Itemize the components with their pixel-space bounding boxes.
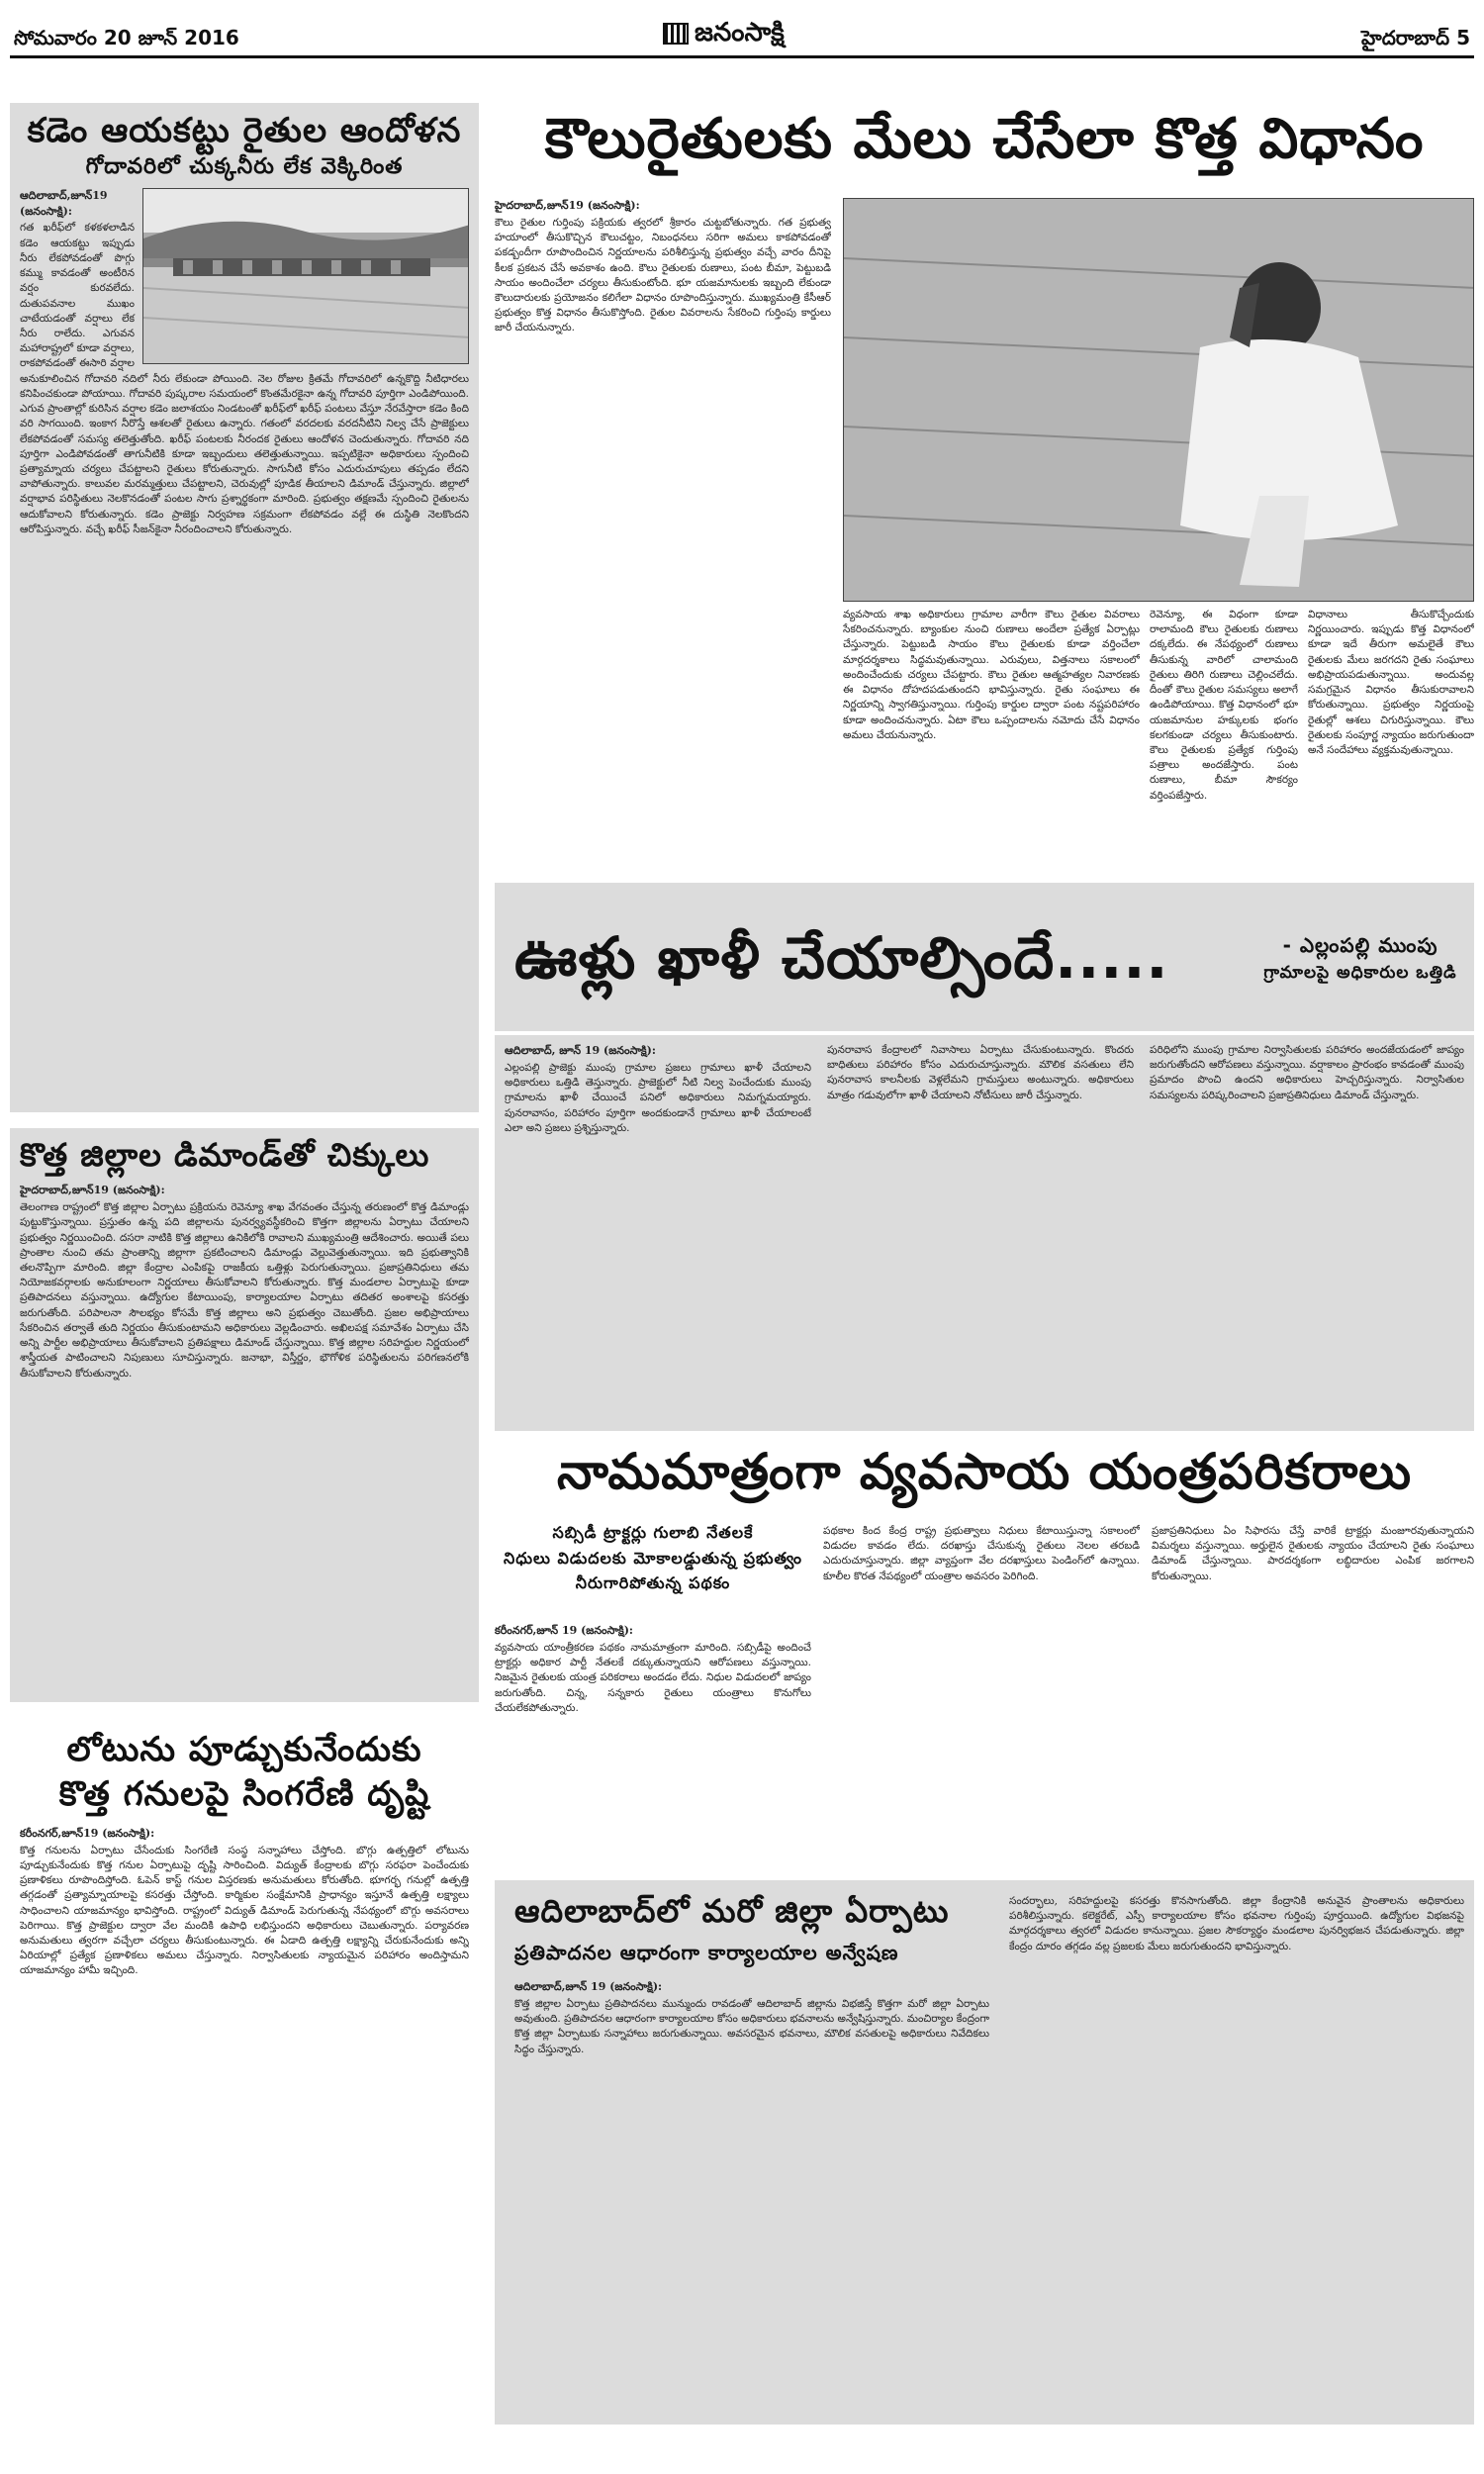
villages-note-1: - ఎల్లంపల్లి ముంపు <box>1282 933 1438 957</box>
masthead-title: జనంసాక్షి <box>695 18 785 48</box>
new-districts-text: తెలంగాణ రాష్ట్రంలో కొత్త జిల్లాల ఏర్పాటు ప్రక్రియను రెవెన్యూ శాఖ వేగవంతం చేస్తున్న తరుణంలో కొత్త డిమాండ్లు పుట్టుకొస్తున్నాయి. ప్రస్తుతం ఉన్న పది జిల్లాలను పునర్వ్యవస్థీకరించి కొత్తగా జిల్లాలను ఏర్పాటు చేయాలని ప్రభుత్వం నిర్ణయించింది. దసరా నాటికి కొత్త జిల్లాలు ఉనికిలోకి రావాలని ముఖ్యమంత్రి ఆదేశించారు. అయితే పలు ప్రాంతాల నుంచి తమ ప్రాంతాన్ని జిల్లాగా ప్రకటించాలని డిమాండ్లు వెల్లువెత్తుతున్నాయి. ఇది ప్రభుత్వానికి తలనొప్పిగా మారింది. జిల్లా కేంద్రాల ఎంపికపై రాజకీయ ఒత్తిళ్లు పెరుగుతున్నాయి. ప్రజాప్రతినిధులు తమ నియోజకవర్గాలకు అనుకూలంగా నిర్ణయాలు తీసుకోవాలని కోరుతున్నారు. కొత్త మండలాల ఏర్పాటుపై కూడా ప్రతిపాదనలు వస్తున్నాయి. ఉద్యోగుల కేటాయింపు, కార్యాలయాల ఏర్పాటు తదితర అంశాలపై కసరత్తు జరుగుతోంది. పరిపాలనా సౌలభ్యం కోసమే కొత్త జిల్లాలు అని ప్రభుత్వం చెబుతోంది. ప్రజల అభిప్రాయాలు సేకరించిన తర్వాతే తుది నిర్ణయం తీసుకుంటామని అధికారులు వెల్లడించారు. అఖిలపక్ష సమావేశం ఏర్పాటు చేసి అన్ని పార్టీల అభిప్రాయాలు తీసుకోవాలని ప్రతిపక్షాలు డిమాండ్ చేస్తున్నాయి. కొత్త జిల్లాల సరిహద్దుల నిర్ణయంలో శాస్త్రీయత పాటించాలని నిపుణులు సూచిస్తున్నారు. జనాభా, విస్తీర్ణం, భౌగోళిక పరిస్థితులను పరిగణనలోకి తీసుకోవాలని కోరుతున్నారు. <box>20 1201 469 1380</box>
singareni-dateline: కరీంనగర్,జూన్19 (జనంసాక్షి): <box>20 1826 155 1840</box>
kadem-photo <box>142 188 469 364</box>
tenant-col4: విధానాలు తీసుకొచ్చేందుకు నిర్ణయించారు. ఇప్పుడు కొత్త విధానంలో కూడా ఇదే తీరుగా అమలైతే కౌలు రైతులకు మేలు జరగదని రైతు సంఘాలు అభిప్రాయపడుతున్నాయి. అందువల్ల సమగ్రమైన విధానం తీసుకురావాలని కోరుతున్నాయి. ప్రభుత్వం నిర్ణయంపై రైతుల్లో ఆశలు చిగురిస్తున్నాయి. కౌలు రైతులకు సంపూర్ణ న్యాయం జరుగుతుందా అనే సందేహాలు వ్యక్తమవుతున్నాయి. <box>1308 609 1474 756</box>
villages-headline: ఊళ్లు ఖాళీ చేయాల్సిందే..... <box>514 924 1169 992</box>
kadem-text: గత ఖరీఫ్‌లో కళకళలాడిన కడెం ఆయకట్టు ఇప్పుడు నీరు లేకపోవడంతో పొగ్గు కమ్ము కావడంతో అంటీరిన వర్షం కురవలేదు. దుతుపవనాల ముఖం చాటేయడంతో వర్షాలు లేక నీరు రాలేదు. ఎగువన మహారాష్ట్రలో కూడా వర్షాలు, రాకపోవడంతో ఈసారి వర్షాల అనుకూలించిన గోదావరి నదిలో నీరు లేకుండా పోయింది. నెల రోజుల క్రితమే గోదావరిలో ఉన్నకొద్ది నీటిధారలు కనిపించకుండా పోయాయి. గోదావరి పుష్కరాల సమయంలో కొంతమేరకైనా ఉన్న గోదావరి పూర్తిగా ఎండిపోయింది. ఎగువ ప్రాంతాల్లో కురిసిన వర్షాల కడెం జలాశయం నిండటంతో ఖరీఫ్‌లో ఖరీఫ్ పంటలు వేస్తూ నేరవేస్తారా కడెం కింది వరి సాగయింది. ఇంకాగ నీరొస్తే ఆశలతో రైతులు ఉన్నారు. గతంలో వరదలకు వరదనీటిని నిల్వ చేసే ప్రాజెక్టులు లేకపోవడంతో సమస్య తలెత్తుతోంది. ఖరీఫ్ పంటలకు నీరందక రైతులు ఆందోళన చెందుతున్నారు. గోదావరి నది పూర్తిగా ఎండిపోవడంతో తాగునీటికి కూడా ఇబ్బందులు తలెత్తుతున్నాయి. ఇప్పటికైనా అధికారులు స్పందించి ప్రత్యామ్నాయ చర్యలు చేపట్టాలని రైతులు కోరుతున్నారు. సాగునీటి కోసం ఎదురుచూపులు తప్పడం లేదని వాపోతున్నారు. కాలువల మరమ్మత్తులు చేపట్టాలని, చెరువుల్లో పూడిక తీయాలని డిమాండ్ చేస్తున్నారు. జిల్లాలో వర్షాభావ పరిస్థితులు నెలకొనడంతో పంటల సాగు ప్రశ్నార్థకంగా మారింది. ప్రభుత్వం తక్షణమే స్పందించి రైతులను ఆదుకోవాలని కోరుతున్నారు. కడెం ప్రాజెక్టు నిర్వహణ సక్రమంగా లేకపోవడం వల్లే ఈ దుస్థితి నెలకొందని ఆరోపిస్తున్నారు. వచ్చే ఖరీఫ్ సీజన్‌కైనా నీరందించాలని కోరుతున్నారు. <box>20 222 469 535</box>
kadem-article <box>10 103 479 1112</box>
tools-col1-text: వ్యవసాయ యాంత్రీకరణ పథకం నామమాత్రంగా మారింది. సబ్సిడీపై అందించే ట్రాక్టర్లు అధికార పార్టీ నేతలకే దక్కుతున్నాయని ఆరోపణలు వస్తున్నాయి. నిజమైన రైతులకు యంత్ర పరికరాలు అందడం లేదు. నిధుల విడుదలలో జాప్యం జరుగుతోంది. చిన్న, సన్నకారు రైతులు యంత్రాలు కొనుగోలు చేయలేకపోతున్నారు. <box>495 1641 811 1714</box>
singareni-headline-1: లోటును పూడ్చుకునేందుకు <box>66 1730 422 1769</box>
villages-col1 <box>505 1043 811 1423</box>
villages-col3: పరిధిలోని ముంపు గ్రామాల నిర్వాసితులకు పరిహారం అందజేయడంలో జాప్యం జరుగుతోందని ఆరోపణలు వస్తున్నాయి. వర్షాకాలం ప్రారంభం కావడంతో ముంపు ప్రమాదం పొంచి ఉందని అధికారులు హెచ్చరిస్తున్నారు. నిర్వాసితుల సమస్యలను పరిష్కరించాలని ప్రజాప్రతినిధులు డిమాండ్ చేస్తున్నారు. <box>1150 1044 1464 1101</box>
kadem-subhead: గోదావరిలో చుక్కనీరు లేక వెక్కిరింత <box>85 154 404 180</box>
new-districts-dateline: హైదరాబాద్,జూన్19 (జనంసాక్షి): <box>20 1184 165 1197</box>
masthead-logo-icon <box>663 23 689 45</box>
kadem-body <box>20 188 469 1108</box>
villages-article <box>495 1035 1474 1431</box>
villages-dateline: ఆదిలాబాద్, జూన్ 19 (జనంసాక్షి): <box>505 1044 656 1057</box>
singareni-text: కొత్త గనులను ఏర్పాటు చేసేందుకు సింగరేణి సంస్థ సన్నాహాలు చేస్తోంది. బొగ్గు ఉత్పత్తిలో లోటును పూడ్చుకునేందుకు కొత్త గనుల ఏర్పాటుపై దృష్టి సారించింది. విద్యుత్ కేంద్రాలకు బొగ్గు సరఫరా పెంచేందుకు ప్రణాళికలు రూపొందిస్తోంది. ఓపెన్ కాస్ట్ గనుల విస్తరణకు అనుమతులు కోరుతోంది. భూగర్భ గనుల్లో ఉత్పత్తి తగ్గడంతో ప్రత్యామ్నాయాలపై కసరత్తు చేస్తోంది. కార్మికుల సంక్షేమానికి ప్రాధాన్యం ఇస్తూనే ఉత్పత్తి లక్ష్యాలు సాధించాలని యాజమాన్యం భావిస్తోంది. రాష్ట్రంలో విద్యుత్ డిమాండ్ పెరుగుతున్న నేపథ్యంలో బొగ్గు అవసరాలు పెరిగాయి. కొత్త ప్రాజెక్టుల ద్వారా వేల మందికి ఉపాధి లభిస్తుందని అధికారులు చెబుతున్నారు. పర్యావరణ అనుమతులు త్వరగా వచ్చేలా చర్యలు తీసుకుంటున్నారు. ఈ ఏడాది ఉత్పత్తి లక్ష్యాన్ని చేరుకునేందుకు అన్ని ఏరియాల్లో ప్రత్యేక ప్రణాళికలు అమలు చేస్తున్నారు. నిర్వాసితులకు న్యాయమైన పరిహారం అందిస్తామని యాజమాన్యం హామీ ఇచ్చింది. <box>20 1844 469 1977</box>
adilabad-article <box>495 1880 1474 2425</box>
tools-deck-3: నీరుగారిపోతున్న పథకం <box>575 1573 731 1593</box>
tools-col1 <box>495 1623 811 1870</box>
tools-col2: పథకాల కింద కేంద్ర రాష్ట్ర ప్రభుత్వాలు నిధులు కేటాయిస్తున్నా సకాలంలో విడుదల కావడం లేదు. దరఖాస్తు చేసుకున్న రైతులు నెలల తరబడి ఎదురుచూస్తున్నారు. జిల్లా వ్యాప్తంగా వేల దరఖాస్తులు పెండింగ్‌లో ఉన్నాయి. కూలీల కొరత నేపథ్యంలో యంత్రాల అవసరం పెరిగింది. <box>823 1525 1140 1582</box>
villages-col1-text: ఎల్లంపల్లి ప్రాజెక్టు ముంపు గ్రామాల ప్రజలు గ్రామాలు ఖాళీ చేయాలని అధికారులు ఒత్తిడి తెస్తున్నారు. ప్రాజెక్టులో నీటి నిల్వ పెంచేందుకు ముంపు గ్రామాలను ఖాళీ చేయించే పనిలో అధికారులు నిమగ్నమయ్యారు. పునరావాసం, పరిహారం పూర్తిగా అందకుండానే గ్రామాలు ఖాళీ చేయాలంటే ఎలా అని ప్రజలు ప్రశ్నిస్తున్నారు. <box>505 1061 811 1134</box>
new-districts-body <box>20 1183 469 1677</box>
adilabad-headline: ఆదిలాబాద్‌లో మరో జిల్లా ఏర్పాటు <box>514 1892 950 1930</box>
issue-date: సోమవారం 20 జూన్ 2016 <box>14 26 239 49</box>
singareni-body <box>20 1826 469 2400</box>
tenant-col1-text: కౌలు రైతుల గుర్తింపు పక్రియకు త్వరలో శ్రీకారం చుట్టబోతున్నారు. గత ప్రభుత్వ హయాంలో తీసుకొచ్చిన కౌలుచట్టం, నిబంధనలు సరిగా అమలు కాకపోవడంతో పకడ్బందీగా రూపొందించిన నిర్ణయాలను పరిశీలిస్తున్న ప్రభుత్వం వచ్చే వారం దీనిపై కీలక ప్రకటన చేసే అవకాశం ఉంది. కౌలు రైతులకు రుణాలు, పంట బీమా, పెట్టుబడి సాయం అందించేలా చర్యలు తీసుకుంటోంది. భూ యజమానులకు ఇబ్బంది లేకుండా కౌలుదారులకు ప్రయోజనం కలిగేలా విధానం రూపొందిస్తున్నారు. ముఖ్యమంత్రి కేసీఆర్ ప్రభుత్వం కొత్త విధానం తీసుకొస్తోంది. రైతుల వివరాలను సేకరించి గుర్తింపు కార్డులు జారీ చేయనున్నారు. <box>495 216 831 334</box>
kadem-headline: కడెం ఆయకట్టు రైతుల ఆందోళన <box>27 111 462 150</box>
tenant-col2: వ్యవసాయ శాఖ అధికారులు గ్రామాల వారీగా కౌలు రైతుల వివరాలు సేకరించనున్నారు. బ్యాంకుల నుంచి రుణాలు అందేలా ప్రత్యేక ఏర్పాట్లు చేస్తున్నారు. పెట్టుబడి సాయం కౌలు రైతులకు కూడా వర్తించేలా మార్గదర్శకాలు సిద్ధమవుతున్నాయి. ఎరువులు, విత్తనాలు సకాలంలో అందించేందుకు చర్యలు చేపట్టారు. కౌలు రైతుల ఆత్మహత్యల నివారణకు ఈ విధానం దోహదపడుతుందని భావిస్తున్నారు. రైతు సంఘాలు ఈ నిర్ణయాన్ని స్వాగతిస్తున్నాయి. గుర్తింపు కార్డుల ద్వారా పంట నష్టపరిహారం కూడా అందించనున్నారు. ఏటా కౌలు ఒప్పందాలను నమోదు చేసే విధానం అమలు చేయనున్నారు. <box>843 609 1140 741</box>
adilabad-col1-text: కొత్త జిల్లాల ఏర్పాటు ప్రతిపాదనలు మున్ముందు రావడంతో ఆదిలాబాద్ జిల్లాను విభజిస్తే కొత్తగా మరో జిల్లా ఏర్పాటు అవుతుంది. ప్రతిపాదనల ఆధారంగా కార్యాలయాల కోసం అధికారులు భవనాలను అన్వేషిస్తున్నారు. మంచిర్యాల కేంద్రంగా కొత్త జిల్లా ఏర్పాటుకు సన్నాహాలు జరుగుతున్నాయి. అవసరమైన భవనాలు, మౌలిక వసతులపై అధికారులు నివేదికలు సిద్ధం చేస్తున్నారు. <box>514 1997 989 2055</box>
tenant-col3: రెవెన్యూ, ఈ విధంగా కూడా రాలామంది కౌలు రైతులకు రుణాలు దక్కలేదు. ఈ నేపథ్యంలో రుణాలు తీసుకున్న వారిలో చాలామంది రైతులు తిరిగి రుణాలు చెల్లించలేదు. దీంతో కౌలు రైతుల సమస్యలు అలాగే ఉండిపోయాయి. కొత్త విధానంలో భూ యజమానుల హక్కులకు భంగం కలగకుండా చర్యలు తీసుకుంటారు. కౌలు రైతులకు ప్రత్యేక గుర్తింపు పత్రాలు అందజేస్తారు. పంట రుణాలు, బీమా సౌకర్యం వర్తింపజేస్తారు. <box>1150 609 1298 802</box>
new-districts-article <box>10 1128 479 1702</box>
villages-banner <box>495 883 1474 1031</box>
adilabad-subhead: ప్రతిపాదనల ఆధారంగా కార్యాలయాల అన్వేషణ <box>514 1941 899 1964</box>
villages-note-2: గ్రామాలపై అధికారుల ఒత్తిడి <box>1263 963 1457 983</box>
singareni-headline-2: కొత్త గనులపై సింగరేణి దృష్టి <box>58 1774 430 1815</box>
villages-col2: పునరావాస కేంద్రాలలో నివాసాలు ఏర్పాటు చేసుకుంటున్నారు. కొందరు బాధితులు పరిహారం కోసం ఎదురుచూస్తున్నారు. మౌలిక వసతులు లేని పునరావాస కాలనీలకు వెళ్లలేమని గ్రామస్తులు అంటున్నారు. అధికారులు మాత్రం గడువులోగా ఖాళీ చేయాలని నోటీసులు జారీ చేస్తున్నారు. <box>827 1044 1134 1101</box>
adilabad-col2: సందర్భాలు, సరిహద్దులపై కసరత్తు కొనసాగుతోంది. జిల్లా కేంద్రానికి అనువైన ప్రాంతాలను అధికారులు పరిశీలిస్తున్నారు. కలెక్టరేట్, ఎస్పీ కార్యాలయాల కోసం భవనాల గుర్తింపు పూర్తయింది. ఉద్యోగుల విభజనపై మార్గదర్శకాలు త్వరలో విడుదల కానున్నాయి. ప్రజల సౌకర్యార్థం మండలాల పునర్విభజన చేపడుతున్నారు. జిల్లా కేంద్రం దూరం తగ్గడం వల్ల ప్రజలకు మేలు జరుగుతుందని భావిస్తున్నారు. <box>1009 1895 1464 1952</box>
masthead <box>663 18 785 53</box>
adilabad-col1 <box>514 1979 989 2415</box>
farmer-photo <box>843 198 1474 602</box>
header-rule <box>10 55 1474 58</box>
kadem-dateline: ఆదిలాబాద్,జూన్19 (జనంసాక్షి): <box>20 188 108 218</box>
singareni-article <box>10 1722 479 2425</box>
tools-headline: నామమాత్రంగా వ్యవసాయ యంత్రపరికరాలు <box>556 1443 1413 1500</box>
dam-image-icon <box>143 189 469 364</box>
tools-deck <box>495 1524 811 1592</box>
tools-dateline: కరీంనగర్,జూన్ 19 (జనంసాక్షి): <box>495 1624 633 1637</box>
tools-col3: ప్రజాప్రతినిధులు ఏం సిఫారసు చేస్తే వారికే ట్రాక్టర్లు మంజూరవుతున్నాయని విమర్శలు వస్తున్నాయి. అర్హులైన రైతులకు న్యాయం చేయాలని రైతు సంఘాలు డిమాండ్ చేస్తున్నాయి. పారదర్శకంగా లబ్ధిదారుల ఎంపిక జరగాలని కోరుతున్నాయి. <box>1152 1525 1474 1582</box>
distressed-farmer-image-icon <box>844 199 1474 602</box>
adilabad-dateline: ఆదిలాబాద్,జూన్ 19 (జనంసాక్షి): <box>514 1980 663 1993</box>
page-city-number: హైదరాబాద్ 5 <box>1361 26 1470 49</box>
tenant-col1 <box>495 198 831 871</box>
tenant-dateline: హైదరాబాద్,జూన్19 (జనంసాక్షి): <box>495 199 640 212</box>
tools-deck-1: సబ్సిడీ ట్రాక్టర్లు గులాబి నేతలకే <box>552 1523 754 1542</box>
new-districts-headline: కొత్త జిల్లాల డిమాండ్‌తో చిక్కులు <box>20 1136 430 1174</box>
tools-deck-2: నిధులు విడుదలకు మోకాలడ్డుతున్న ప్రభుత్వం <box>503 1548 803 1568</box>
tenant-farmers-headline: కౌలురైతులకు మేలు చేసేలా కొత్త విధానం <box>544 107 1425 171</box>
